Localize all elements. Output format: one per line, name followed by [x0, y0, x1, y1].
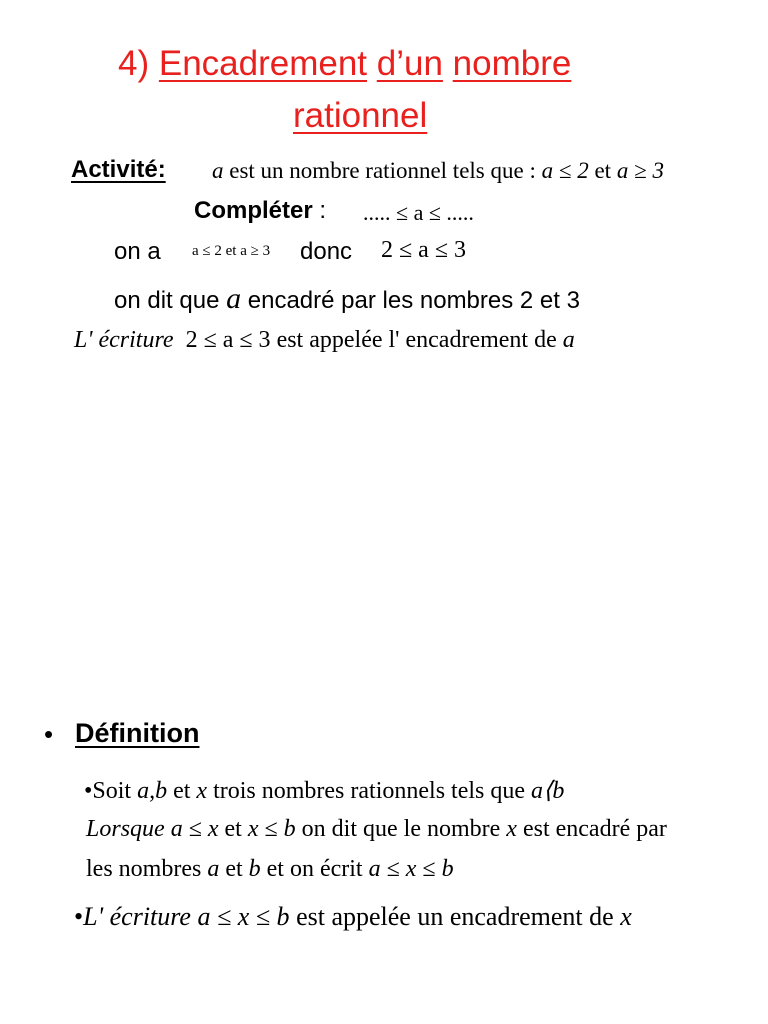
- completer-label: Compléter: [194, 197, 313, 224]
- line1-text-c: trois nombres rationnels tels que: [207, 778, 532, 804]
- ecriture-line: [74, 327, 575, 354]
- title-line-2: [293, 94, 427, 138]
- condition-1: a ≤ 2: [541, 158, 589, 183]
- activite-statement: [212, 158, 664, 184]
- line2-et: et: [218, 816, 248, 842]
- title-word-nombre: nombre: [452, 44, 572, 83]
- line3-a: a: [207, 856, 220, 882]
- statement-text: est un nombre rationnel tels que :: [223, 158, 542, 183]
- line2-text-2: est encadré par: [516, 816, 667, 842]
- donc-expression: 2 ≤ a ≤ 3: [381, 237, 466, 263]
- definition-line-1: [84, 776, 564, 805]
- completer-line: [194, 197, 326, 225]
- line1-relation: a⟨b: [531, 778, 565, 804]
- statement-et: et: [588, 158, 617, 183]
- line4-dot: •: [74, 902, 84, 931]
- var-a: a: [212, 158, 224, 183]
- encadre-text: encadré par les nombres 2 et 3: [247, 287, 580, 314]
- line3-text: les nombres: [86, 856, 208, 882]
- title-number: 4): [118, 44, 150, 83]
- line2-text: on dit que le nombre: [295, 816, 507, 842]
- ecriture-text: est appelée l' encadrement de: [270, 327, 563, 353]
- title-word-dun: d’un: [376, 44, 443, 83]
- line1-text-a: Soit: [92, 778, 138, 804]
- line1-dot: •: [84, 778, 93, 804]
- line1-text-b: et: [167, 778, 197, 804]
- line2-lorsque: Lorsque: [86, 816, 171, 842]
- donc-label: donc: [300, 238, 353, 265]
- ecriture-label: L' écriture: [74, 327, 174, 353]
- definition-line-2: [86, 816, 667, 843]
- on-dit-que-line: [114, 282, 580, 316]
- definition-bullet: •: [44, 719, 54, 749]
- line4-label: L' écriture: [83, 902, 198, 931]
- line3-b: b: [248, 856, 261, 882]
- definition-line-3: [86, 856, 454, 883]
- activite-label: Activité:: [71, 156, 166, 183]
- line3-expression: a ≤ x ≤ b: [368, 856, 454, 882]
- line4-expression: a ≤ x ≤ b: [197, 902, 290, 931]
- title-word-rationnel: rationnel: [293, 96, 428, 135]
- completer-colon: :: [312, 197, 327, 224]
- definition-line-4: [74, 902, 632, 932]
- line4-text: est appelée un encadrement de: [289, 902, 621, 931]
- line3-et: et: [219, 856, 249, 882]
- line2-expr-1: a ≤ x: [170, 816, 219, 842]
- line2-x: x: [506, 816, 517, 842]
- ecriture-var: a: [562, 327, 575, 353]
- definition-heading: Définition: [75, 718, 200, 748]
- title-line-1: [118, 42, 571, 86]
- line1-vars: a,b: [137, 778, 168, 804]
- on-dit-que-label: on dit que: [114, 287, 220, 314]
- on-dit-que-var: a: [226, 282, 242, 315]
- line4-x: x: [620, 902, 632, 931]
- condition-2: a ≥ 3: [616, 158, 664, 183]
- line3-text-2: et on écrit: [260, 856, 369, 882]
- line2-expr-2: x ≤ b: [247, 816, 296, 842]
- ecriture-expression: 2 ≤ a ≤ 3: [185, 327, 271, 353]
- on-a-expression: a ≤ 2 et a ≥ 3: [192, 243, 271, 259]
- line1-x: x: [196, 778, 208, 804]
- on-a-label: on a: [114, 238, 161, 265]
- completer-expression: ..... ≤ a ≤ .....: [363, 200, 474, 225]
- title-word-encadrement: Encadrement: [158, 44, 368, 83]
